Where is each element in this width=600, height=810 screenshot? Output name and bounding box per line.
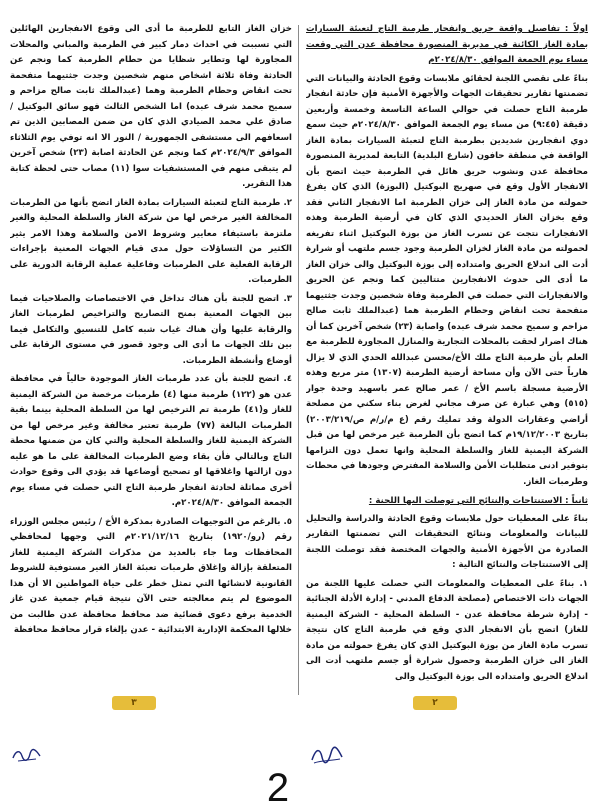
signature-icon <box>308 744 346 768</box>
paragraph: ٣. اتضح للجنة بأن هناك تداخل في الاختصاصات والصلاحيات فيما بين الجهات المعنية بمنح التصاريح والتراخيص لطرمبات الغاز والرقابة عليها وأن هناك غياب شبه كامل للتنسيق والتكامل فيما بين تلك الجهات ما أدى الى وجود قصور في مستوى الرقابة على أوضاع وأنشطة الطرمبات. <box>10 293 292 366</box>
paragraph: ٢. طرمبة التاج لتعبئة السيارات بمادة الغاز اتضح بأنها من الطرمبات المخالفة الغير مرخص لها من شركة الغاز والسلطة المحلية والغير ملتزمة باستيفاء معايير وشروط الامن والسلامة وهذا الامر يثير الكثير من التساؤلات حول مدى قيام الجهات المعنية بإجراءات الرقابة الفعلية على الطرمبات وفاعلية عملية الرقابة الدورية على الطرمبات. <box>10 197 292 285</box>
left-column <box>10 22 292 722</box>
paragraph: ٥. بالرغم من التوجيهات الصادرة بمذكرة الأخ / رئيس مجلس الوزراء رقم (رو/١٩٢٠) بتاريخ ٢٠٢١/١٢/١٦م التي وجهها لمحافظي المحافظات وما جاء بالعديد من مذكرات الشركة اليمنية للغاز المتعلقة بإزالة وإغلاق طرمبات تعبئة الغاز الغير مستوفية للشروط القانونية لانشائها التي تمثل خطر على حياة المواطنين الا أن هذا الموضوع لم يتم معالجته حتى الآن نتيجة قيام جمعية عدن غاز الخدمية برفع دعوى قضائية ضد محافظ محافظة عدن طالبت من خلالها المحكمة الإدارية الابتدائية - عدن بإلغاء قرار محافظ محافظة <box>10 516 292 635</box>
paragraph: ١. بناءً على المعطيات والمعلومات التي حصلت عليها اللجنة من الجهات ذات الاختصاص (مصلحة الدفاع المدني - إدارة الأدلة الجنائية - إدارة شرطة محافظة عدن - السلطة المحلية - الشركة اليمنية للغاز) اتضح بأن الانفجار الذي وقع في طرمبة التاج كان نتيجة تسرب مادة الغاز من بوزة البوكتيل الذي كان يفرغ حمولته من مادة الغاز الى خزان الطرمبة وحصول شرارة أو جسم ملتهب أدت الى اندلاع الحريق وامتداده الى بوزة البوكتيل والى <box>306 578 588 682</box>
page-number-badge: ٢ <box>413 696 457 710</box>
signature-icon <box>10 744 44 766</box>
paragraph: ٤. اتضح للجنة بأن عدد طرمبات الغاز الموجودة حالياً في محافظة عدن هو (١٢٢) طرمبة منها (٤) طرمبات مرخصة من الشركة اليمنية للغاز و(٤١) طرمبة تم الترخيص لها من السلطة المحلية بينما بقية الطرمبات البالغة (٧٧) طرمبة تعتبر مخالفة وغير مرخص لها من الشركة اليمنية للغاز والسلطة المحلية والتي كان من ضمنها محطة التاج وبالتالي فأن بقاء وضع الطرمبات المخالفة على ما هو عليه دون ازالتها واغلاقها او تصحيح أوضاعها قد يؤدي الى وقوع حوادث أخرى مماثلة لحادثة انفجار طرمبة التاج التي حصلت في مساء يوم الجمعة الموافق ٢٠٢٤/٨/٣٠م. <box>10 374 292 508</box>
section-heading: اولاً : تفاصيل واقعة حريق وانفجار طرمبة التاج لتعبئة السيارات بمادة الغاز الكائنة في مديرية المنصورة محافظة عدن التي وقعت مساء يوم الجمعة الموافق ٢٠٢٤/٨/٣٠م <box>306 24 588 65</box>
paragraph: بناءً على تقصي اللجنة لحقائق ملابسات وقوع الحادثة والبيانات التي تضمنتها تقارير تحقيقات الجهات والأجهزة الأمنية فإن حادثة انفجار طرمبة التاج حصلت في حوالي الساعة التاسعة وخمسة وأربعين دقيقة (٩:٤٥) من مساء يوم الجمعة الموافق ٢٠٢٤/٨/٣٠م حيث سمع دوي انفجارين شديدين بطرمبة التاج لتعبئة السيارات بمادة الغاز الواقعة في منطقة حافون (شارع البلدية) التابعة لمديرية المنصورة محافظة عدن ونشوب حريق هائل في الطرمبة حيث اتضح بأن الانفجار الأول وقع في صهريج البوكتيل (البوزة) الذي كان يفرغ حمولته من مادة الغاز إلى خزان الطرمبة اما الانفجار الثاني فقد وقع بخزان الغاز الحديدي الذي كان في أرضية الطرمبة وهذه الانفجارات نتجت عن تسرب الغاز من بوزة البوكتيل اثناء تفريغه لحمولته من مادة الغاز لخزان الطرمبة وجود جسم ملتهب أو شرارة أدت الى اندلاع الحريق وامتداده إلى بوزة البوكتيل والى خزان الغاز ما أدى الى حدوث الانفجارين متتاليين كما ونجم عن الحريق والانفجارات التي حصلت في الطرمبة وفاة شخصين وجدت جثتيهما متفحمة تحت انقاض وحطام الطرمبة هما (عبدالملك ثابت صالح مزاحم و سميح محمد شرف عبده) واصابة (٢٣) شخص آخرين كما أن هناك اضرار لحقت بالمحلات التجارية والمنازل المجاورة للطرمبة مع العلم بأن طرمبة التاج ملك الأخ/محسن عبدالله الحدي الذي لا يزال هارباً حتى الآن وأن مساحة أرضية الطرمبة (١٣٠٧) متر مربع وهذه الأرضية مسجلة باسم الأخ / عمر صالح عمر باسهيد وحدة جوار (٥١٥) وهي عبارة عن صرف مجاني لغرض بناء سكني من مصلحة أراضي وعقارات الدولة وقد تمليك رقم (ع م/ر/م ص/٢٠٠٣/٢١٩) بتاريخ ١٩/١٢/٢٠٠٣م كما اتضح بأن الطرمبة غير مرخص لها من قبل الشركة اليمنية للغاز والسلطة المحلية وانها تعمل دون التزامها بتوفير ادنى متطلبات الأمن والسلامة المفترض وجودها في محطات وطرمبات الغاز. <box>306 73 588 487</box>
paragraph: خزان الغاز التابع للطرمبة ما أدى الى وقوع الانفجارين الهائلين التي تسببت في احداث دمار كبير في الطرمبة والمباني والمحلات المجاورة لها وتطاير شظايا من حطام الطرمبة كما ونجم عن الحادثة وفاة ثلاثة اشخاص منهم شخصين وجدت جثتيهما متفحمة تحت انقاض وحطام الطرمبة وهما (عبدالملك ثابت صالح مزاحم و سميح محمد شرف عبده) اما الشخص الثالث فهو سائق البوكتيل / صادق علي محمد الصيادي الذي كان من ضمن المصابين الذين تم اسعافهم الى مستشفى الجمهورية / النور الا انه توفي يوم الثلاثاء الموافق ٢٠٢٤/٩/٣م كما ونجم عن الحادثة اصابة (٢٣) شخص آخرين لم يتبقى منهم في المستشفيات سوا (١١) مصاب حتى لحظة كتابة هذا التقرير. <box>10 24 292 189</box>
paragraph: بناءً على المعطيات حول ملابسات وقوع الحادثة والدراسة والتحليل للبيانات والمعلومات ونتائج التحقيقات التي تضمنتها التقارير الصادرة من الأجهزة الأمنية والجهات المختصة فقد توصلت اللجنة إلى الاستنتاجات والنتائج التالية : <box>306 513 588 570</box>
section-subheading: ثانياً : الاستنتاجات والنتائج التي توصلت اليها اللجنة : <box>368 496 588 506</box>
page-number-badge: ٣ <box>112 696 156 710</box>
column-divider <box>298 25 299 695</box>
page-label: 2 <box>266 766 290 810</box>
right-column <box>306 22 588 722</box>
